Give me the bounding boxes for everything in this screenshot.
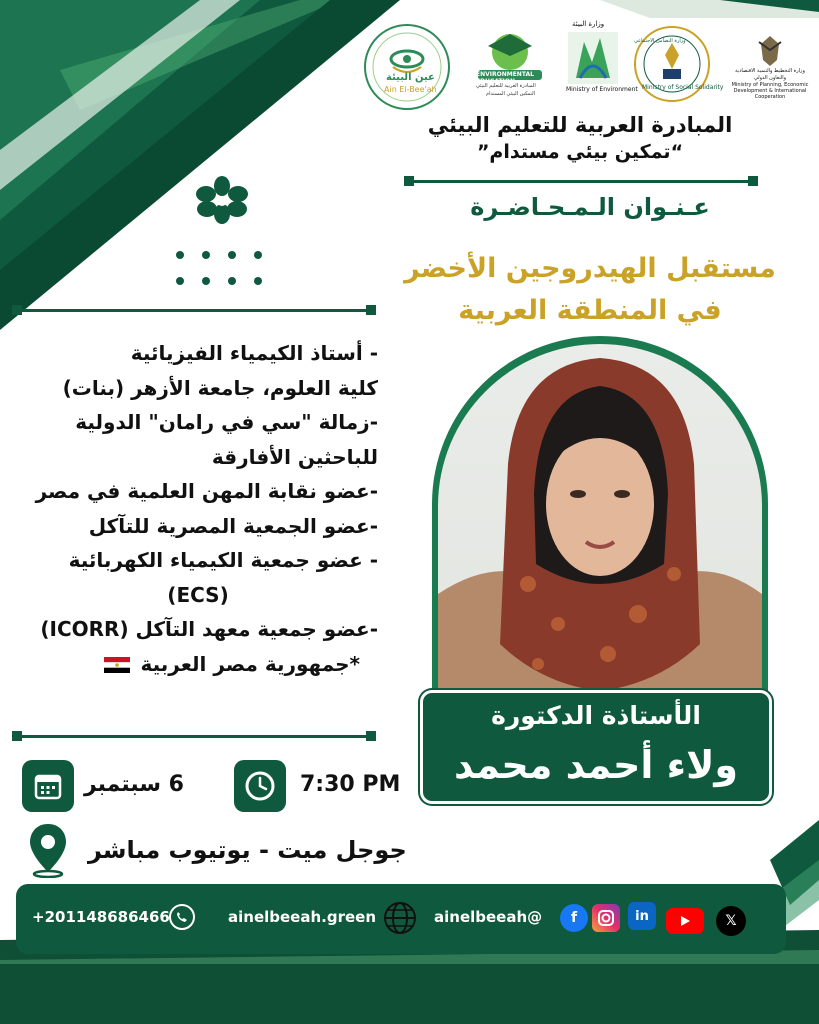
speaker-name-card (420, 690, 772, 804)
flower-icon (194, 175, 250, 225)
bio-line: (ECS) (167, 582, 229, 607)
logo-ministry-planning (728, 34, 812, 98)
bio-line: -زمالة "سي في رامان" الدولية (75, 410, 378, 434)
event-time: 7:30 PM (300, 772, 401, 797)
bio-line: -عضو جمعية معهد التآكل (ICORR) (40, 617, 378, 641)
speaker-photo-frame (432, 336, 768, 691)
bottom-band (0, 964, 819, 1024)
youtube-icon[interactable] (666, 908, 704, 934)
instagram-icon[interactable] (592, 904, 620, 932)
event-date: 6 سبتمبر (84, 772, 184, 797)
logo-ministry-social-name: Ministry of Social Solidarity (642, 84, 724, 91)
bio-line: - أستاذ الكيمياء الفيزيائية (130, 341, 378, 365)
logo-ministry-social-solidarity (632, 24, 724, 104)
website-url[interactable]: ainelbeeah.green (228, 908, 377, 926)
logo-env-education-title: ENVIRONMENTAL EDUCATION (476, 71, 534, 85)
clock-icon (234, 760, 286, 812)
bio-line: -عضو الجمعية المصرية للتآكل (88, 513, 378, 538)
bio-top-divider (14, 309, 374, 312)
logo-ministry-environment (566, 18, 638, 102)
logo-environmental-education (470, 26, 550, 100)
logo-ministry-environment-name-ar: وزارة البيئة (572, 20, 605, 28)
lecture-title (380, 248, 800, 332)
logo-ministry-social-name-ar: وزارة التضامن الاجتماعي (634, 38, 686, 44)
logo-ministry-environment-name: Ministry of Environment (566, 86, 638, 93)
whatsapp-icon[interactable] (168, 903, 196, 931)
linkedin-icon[interactable]: in (628, 902, 656, 930)
speaker-title: الأستاذة الدكتورة (491, 701, 701, 730)
dot-grid (170, 245, 270, 291)
bio-line: للباحثين الأفارقة (211, 444, 378, 469)
bio-country: *جمهورية مصر العربية (140, 651, 360, 676)
x-icon[interactable]: 𝕏 (716, 906, 746, 936)
social-handle[interactable]: ainelbeeah@ (434, 908, 543, 926)
speaker-photo (438, 344, 762, 691)
lecture-label: عـنـوان الـمـحـاضـرة (470, 193, 710, 221)
logo-ain-elbeeah-name: عين البيئة (386, 72, 435, 83)
egypt-flag-icon (104, 657, 130, 673)
event-platform: جوجل ميت - يوتيوب مباشر (88, 836, 407, 864)
globe-icon[interactable] (382, 900, 418, 936)
logo-env-education-sub: المبادرة العربية للتعليم البيئي (476, 83, 536, 89)
phone-number[interactable]: +201148686466 (32, 908, 170, 926)
speaker-bio (18, 336, 378, 681)
lecture-title-line1: مستقبل الهيدروجين الأخضر (404, 253, 776, 284)
bio-line: كلية العلوم، جامعة الأزهر (بنات) (62, 375, 378, 400)
logo-ministry-planning-name: Ministry of Planning, Economic Development & International Cooperation (731, 82, 809, 100)
bio-line-country (18, 647, 378, 682)
initiative-subtitle: “تمكين بيئي مستدام” (476, 141, 684, 163)
logo-ain-elbeeah (362, 22, 452, 112)
logo-ain-elbeeah-name-en: Ain El-Bee'ah (384, 85, 437, 94)
bio-bottom-divider (14, 735, 374, 738)
lecture-title-line2: في المنطقة العربية (458, 295, 722, 326)
calendar-icon (22, 760, 74, 812)
header-divider (406, 180, 756, 183)
bio-line: -عضو نقابة المهن العلمية في مصر (35, 479, 378, 503)
contact-footer (16, 884, 786, 954)
logo-env-education-tag: التمكين البيئي المستدام (486, 91, 536, 97)
bio-line: - عضو جمعية الكيمياء الكهربائية (68, 548, 378, 572)
location-pin-icon (26, 822, 70, 878)
initiative-title: المبادرة العربية للتعليم البيئي (427, 113, 733, 137)
speaker-name: ولاء أحمد محمد (454, 743, 738, 787)
facebook-icon[interactable]: f (560, 904, 588, 932)
logo-ministry-planning-name-ar: وزارة التخطيط والتنمية الاقتصادية والتعاون الدولي (735, 68, 805, 81)
